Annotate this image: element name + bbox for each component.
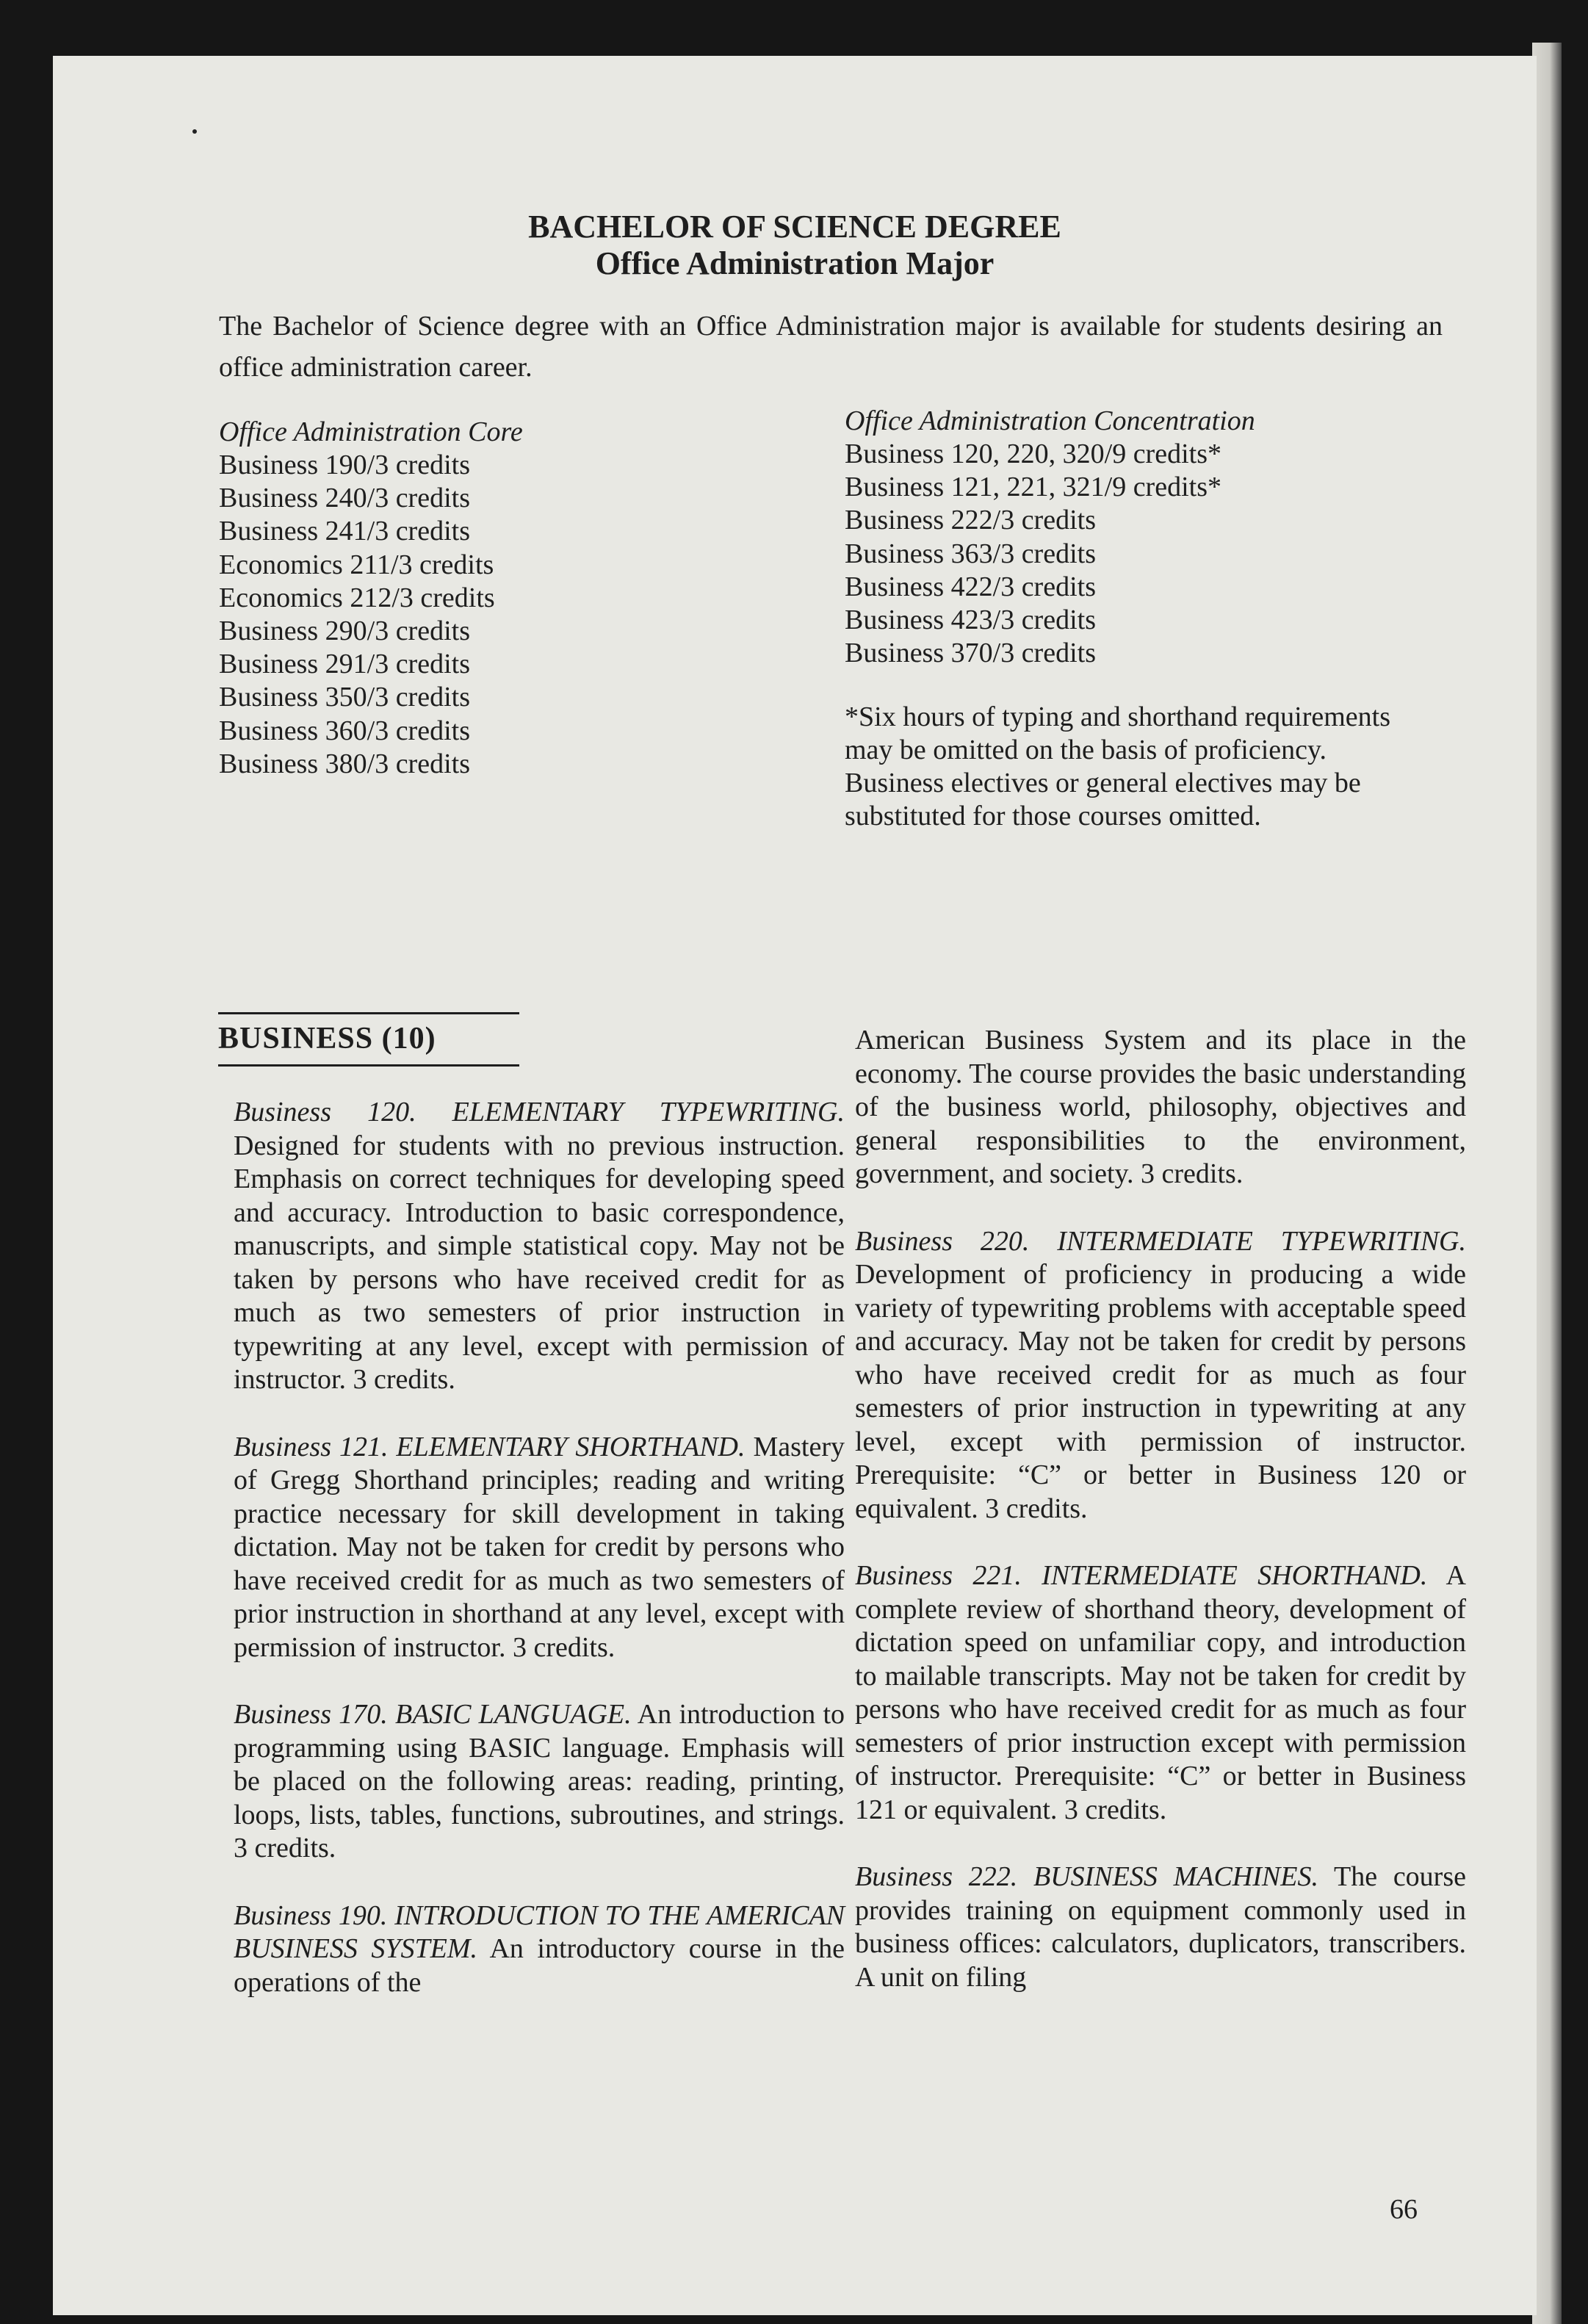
course-entry [855, 1024, 1466, 1191]
list-item: Business 190/3 credits [219, 450, 470, 480]
list-item: Business 422/3 credits [845, 571, 1096, 602]
course-title: Business 222. BUSINESS MACHINES. [855, 1861, 1318, 1892]
page-number: 66 [1390, 2194, 1418, 2225]
list-item: Economics 211/3 credits [219, 549, 494, 580]
course-description: An introduction to programming using BASIC language. Emphasis will be placed on the following areas: reading, printing, loops, lists, tables, functions, subroutines, and strings. 3 credits. [234, 1699, 845, 1863]
document-page [53, 56, 1537, 2315]
course-title: Business 221. INTERMEDIATE SHORTHAND. [855, 1560, 1428, 1591]
course-title: Business 121. ELEMENTARY SHORTHAND. [234, 1431, 746, 1462]
course-description: The course provides training on equipment commonly used in business offices: calculators, duplicators, transcribers. A unit on filing [855, 1861, 1466, 1993]
list-item: Business 290/3 credits [219, 616, 470, 647]
core-column [219, 416, 806, 781]
course-description: An introductory course in the operations of the [234, 1933, 845, 1998]
courses-right-column [855, 1024, 1466, 2028]
course-description: Development of proficiency in producing a wide variety of typewriting problems with acceptable speed and accuracy. May not be taken for credit by persons who have received credit for as much as four semesters of prior instruction in typewriting at any level, except with permission of instructor. Prerequisite: “C” or better in Business 120 or equivalent. 3 credits. [855, 1259, 1466, 1524]
course-entry [855, 1225, 1466, 1526]
list-item: Business 241/3 credits [219, 516, 470, 547]
list-item: Economics 212/3 credits [219, 582, 495, 613]
course-description: A complete review of shorthand theory, development of dictation speed on unfamiliar copy, and introduction to mailable transcripts. May not be taken for credit by persons who have received credit for as much as four semesters of prior instruction except with permission of instructor. Prerequisite: “C” or better in Business 121 or equivalent. 3 credits. [855, 1560, 1466, 1825]
course-entry [234, 1698, 845, 1866]
concentration-column [845, 405, 1425, 833]
page-subtitle: Office Administration Major [595, 245, 995, 281]
course-description: Mastery of Gregg Shorthand principles; reading and writing practice necessary for skill development in taking dictation. May not be taken for credit by persons who have received credit for as much as two semesters of prior instruction in shorthand at any level, except with permission of instructor. 3 credits. [234, 1431, 845, 1663]
list-item: Business 121, 221, 321/9 credits* [845, 472, 1221, 503]
course-title: Business 120. ELEMENTARY TYPEWRITING. [234, 1097, 845, 1127]
list-item: Business 350/3 credits [219, 682, 470, 713]
list-item: Business 363/3 credits [845, 538, 1096, 569]
list-item: Business 370/3 credits [845, 638, 1096, 669]
footnote: *Six hours of typing and shorthand requirements may be omitted on the basis of proficiency. Business electives or general electives may be substituted for those courses omitted. [845, 701, 1391, 832]
list-item: Business 360/3 credits [219, 715, 470, 746]
list-item: Business 291/3 credits [219, 649, 470, 680]
page-title: BACHELOR OF SCIENCE DEGREE [528, 209, 1061, 245]
course-description: American Business System and its place in the economy. The course provides the basic understanding of the business world, philosophy, objectives and general responsibilities to the environment, government, and society. 3 credits. [855, 1025, 1466, 1189]
course-title: Business 220. INTERMEDIATE TYPEWRITING. [855, 1225, 1466, 1257]
course-entry [855, 1861, 1466, 1994]
course-entry [234, 1431, 845, 1665]
section-heading: BUSINESS (10) [218, 1012, 519, 1067]
list-item: Business 423/3 credits [845, 605, 1096, 636]
courses-left-column [234, 1096, 845, 2033]
list-item: Business 120, 220, 320/9 credits* [845, 439, 1221, 469]
list-item: Business 380/3 credits [219, 748, 470, 779]
list-item: Business 222/3 credits [845, 505, 1096, 536]
concentration-heading: Office Administration Concentration [845, 405, 1255, 436]
course-title: Business 170. BASIC LANGUAGE. [234, 1699, 632, 1730]
intro-paragraph: The Bachelor of Science degree with an Office Administration major is available for students desiring an office administration career. [219, 311, 1443, 383]
course-title: Business 190. INTRODUCTION TO THE AMERICAN BUSINESS SYSTEM. [234, 1899, 845, 1964]
speck [192, 129, 197, 134]
course-description: Designed for students with no previous instruction. Emphasis on correct techniques for developing speed and accuracy. Introduction to basic correspondence, manuscripts, and simple statistical copy. May not be taken by persons who have received credit for as much as two semesters of prior instruction in typewriting at any level, except with permission of instructor. 3 credits. [234, 1130, 845, 1395]
list-item: Business 240/3 credits [219, 483, 470, 514]
course-entry [234, 1096, 845, 1397]
page-edge [1532, 43, 1562, 2324]
core-heading: Office Administration Core [219, 416, 523, 447]
course-entry [855, 1559, 1466, 1827]
course-entry [234, 1899, 845, 2000]
